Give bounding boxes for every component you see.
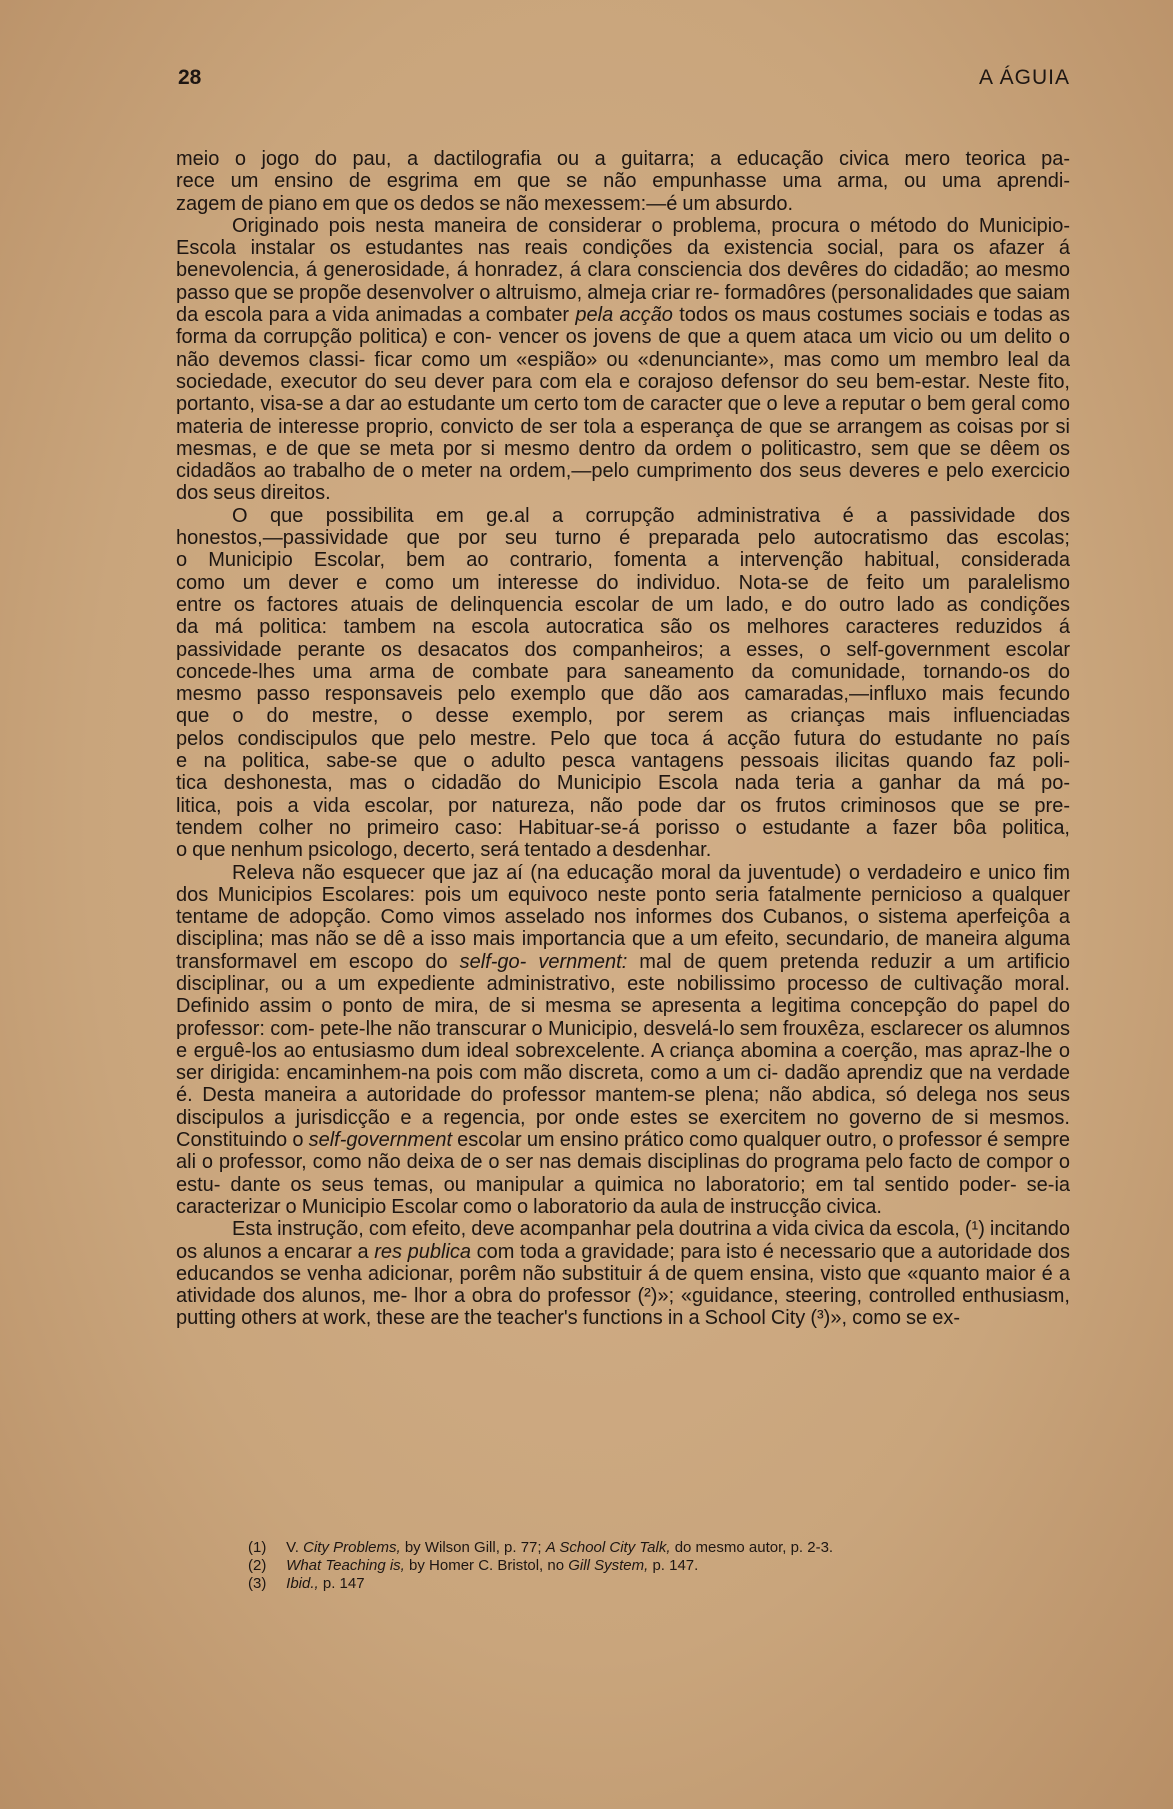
paragraph-3 [176, 505, 1070, 862]
footnote-marker: (1) [248, 1539, 267, 1556]
text-line: e unico fim dos Municipios Escolares: pois um equivoco neste ponto seria fatalmente [176, 861, 1070, 906]
text-line: do cidadão; ao mesmo passo que se propõe desenvolver o altruismo, almeja criar re- [176, 259, 1071, 304]
footnote-text: do mesmo autor, p. 2-3. [674, 1539, 834, 1556]
footnote-1 [248, 1539, 1078, 1557]
italic-term: res publica [374, 1240, 472, 1263]
text-line: Cubanos, o sistema aperfeiçôa a disciplina; mas não se dê a isso mais importancia [176, 906, 1070, 951]
text-line: pelos condiscipulos que pelo mestre. Pelo que toca á acção futura do estudante no país [176, 727, 1070, 750]
footnote-3 [248, 1575, 1078, 1593]
text-line: pernicioso a qualquer tentame de adopção. Como vimos asselado nos informes dos [176, 883, 1070, 929]
text-line: formadôres (personalidades que saiam da escola para a vida animadas a combater [176, 281, 1071, 327]
text-line: administrativo, este nobilissimo processo de cultivação moral. Definido assim o ponto [176, 972, 1070, 1018]
text-line: todos os maus costumes sociais e todas as forma da corrupção politica) e con- [176, 304, 1071, 349]
text-line: honestos,—passividade que por seu turno é preparada pelo autocratismo das escolas; [176, 527, 1070, 550]
text-line: vencer os jovens de que a quem ataca um vicio ou um delito o não devemos classi- [176, 326, 1070, 371]
text-line: pete-lhe não transcurar o Municipio, desvelá-lo sem frouxêza, esclarecer os alumnos [319, 1017, 1070, 1040]
paragraph-4 [176, 862, 1070, 1219]
text-line: cumprimento dos seus deveres e pelo exercicio dos seus direitos. [176, 460, 1071, 505]
text-line: meio o jogo do pau, a dactilografia ou a guitarra; a educação civica mero teorica pa- [176, 148, 1070, 170]
text-line: o politicastro, sem que se dêem os cidadãos ao trabalho de o meter na ordem,—pelo [176, 437, 1070, 483]
italic-term: pela [575, 304, 614, 327]
text-line: isto é necessario que a autoridade dos educandos se venha adicionar, porêm não [176, 1240, 1070, 1285]
text-line: portanto, visa-se a dar ao estudante um certo tom de caracter que o leve a reputar o [176, 393, 922, 416]
footnote-2 [248, 1557, 1078, 1575]
footnote-text: by Homer C. Bristol, no [409, 1557, 565, 1574]
italic-term: acção [619, 304, 673, 327]
text-line: e erguê-los ao entusiasmo dum ideal sobrexcelente. A criança abomina a coerção, [176, 1039, 919, 1062]
text-line: mesmo passo responsaveis pelo exemplo que dão aos camaradas,—influxo mais fecundo [176, 683, 1070, 706]
text-line: escolar [457, 1129, 522, 1152]
footnote-title: Gill System, [568, 1557, 649, 1574]
page-number: 28 [178, 66, 202, 89]
text-line: se-ia caracterizar o Municipio Escolar como o laboratorio da aula de instrucção civica. [176, 1173, 1071, 1218]
text-line: entre os factores atuais de delinquencia escolar de um lado, e do outro lado as condições [176, 593, 1070, 616]
text-line: da má politica: tambem na escola autocratica são os melhores caracteres reduzidos á [176, 616, 1070, 639]
footnote-title: What Teaching is, [286, 1557, 405, 1574]
text-line: dadão aprendiz que na verdade é. Desta maneira a autoridade do professor mantem-se [176, 1062, 1070, 1107]
text-line: Releva não esquecer que jaz aí (na educação moral da juventude) o verdadeiro [232, 861, 962, 884]
text-line: zagem de piano em que os dedos se não mexessem:—é um absurdo. [176, 192, 794, 215]
text-line: executor do seu dever para com ela e corajoso defensor do seu bem-estar. Neste fito, [280, 370, 1070, 393]
text-line: não deixa de o ser nas demais disciplinas do programa pelo facto de compor o estu- [176, 1151, 1070, 1196]
paragraph-1 [176, 148, 1070, 215]
text-line: os afazer á benevolencia, á generosidade, á honradez, á clara consciencia dos devêres [176, 237, 1071, 282]
text-line: escola, (¹) incitando os alunos a encarar a [176, 1218, 1070, 1263]
paragraph-5 [176, 1218, 1070, 1329]
text-line: bem geral como materia de interesse proprio, convicto de ser tola a esperança de que [176, 393, 1071, 438]
text-line: Municipio-Escola instalar os estudantes nas reais condições da existencia social, para [176, 214, 1070, 260]
text-line: substituir á de quem ensina, visto que «quanto maior é a atividade dos alunos, me- [176, 1262, 1071, 1308]
footnote-marker: (2) [248, 1557, 267, 1574]
running-title: A ÁGUIA [978, 66, 1070, 89]
footnote-text: p. 147. [652, 1557, 699, 1574]
text-line: tica deshonesta, mas o cidadão do Municipio Escola nada teria a ganhar da má po- [176, 772, 1070, 795]
text-line: O que possibilita em ge.al a corrupção administrativa é a passividade dos [232, 504, 1070, 527]
text-line: Originado pois nesta maneira de considerar o problema, procura o método do [232, 214, 969, 237]
body-text [176, 148, 1070, 1330]
text-line: o Municipio Escolar, bem ao contrario, fomenta a intervenção habitual, considerada [176, 549, 1070, 572]
text-line: rece um ensino de esgrima em que se não empunhasse uma arma, ou uma aprendi- [176, 170, 1070, 193]
running-head [178, 66, 1070, 98]
text-line: e na politica, sabe-se que o adulto pesca vantagens pessoais ilicitas quando faz poli- [176, 750, 1070, 773]
text-line: mas apraz-lhe o ser dirigida: encaminhem-na pois com mão discreta, como a um ci- [176, 1039, 1070, 1085]
text-line: concede-lhes uma arma de combate para saneamento da comunidade, tornando-os do [176, 660, 1070, 683]
footnote-marker: (3) [248, 1575, 267, 1592]
text-line: others at work, these are the teacher's functions in a School City (³)», como se ex- [241, 1307, 960, 1330]
footnote-title: A School City Talk, [545, 1539, 671, 1556]
paragraph-2 [176, 215, 1070, 505]
text-line: que a um efeito, secundario, de maneira alguma transformavel em escopo do [176, 928, 1070, 973]
italic-term: self-go- [459, 950, 527, 973]
text-line: litica, pois a vida escolar, por natureza, não pode dar os frutos criminosos que se pre- [176, 794, 1070, 817]
text-line: que o do mestre, o desse exemplo, por serem as crianças mais influenciadas [176, 705, 1070, 728]
text-line: o que nenhum psicologo, decerto, será tentado a desdenhar. [176, 839, 712, 862]
italic-term: vernment: [538, 950, 628, 973]
text-line: um ensino prático como qualquer outro, o professor é sempre ali o professor, como [176, 1129, 1071, 1174]
text-line: se arrangem as coisas por si mesmas, e de que se meta por si mesmo dentro da ordem [176, 415, 1070, 460]
footnote-title: Ibid., [286, 1575, 319, 1592]
text-line: dante os seus temas, ou manipular a quimica no laboratorio; em tal sentido poder- [230, 1173, 1017, 1196]
text-line: de mira, de si mesma se apresenta a legitima concepção do papel do professor: com- [176, 995, 1070, 1040]
text-line: plena; não abdica, só delega nos seus discipulos a jurisdicção e a regencia, por onde [176, 1084, 1070, 1129]
text-line: estes se exercitem no governo de si mesmos. Constituindo o [176, 1106, 1070, 1152]
text-line: como um dever e como um interesse do individuo. Nota-se de feito um paralelismo [176, 571, 1070, 594]
text-line: passividade perante os desacatos dos companheiros; a esses, o self-government escolar [176, 638, 1070, 661]
text-line: tendem colher no primeiro caso: Habituar-se-á porisso o estudante a fazer bôa politica, [176, 816, 1070, 839]
footnote-title: City Problems, [303, 1539, 401, 1556]
footnote-text: V. [286, 1539, 299, 1556]
footnotes [248, 1539, 1078, 1593]
text-line: mal de quem pretenda reduzir a um artificio disciplinar, ou a um expediente [176, 950, 1071, 995]
text-line: lhor a obra do professor (²)»; «guidance, steering, controlled enthusiasm, putting [176, 1285, 1070, 1330]
footnote-text: by Wilson Gill, p. 77; [404, 1539, 542, 1556]
text-line: com toda a gravidade; para [476, 1240, 721, 1263]
italic-term: self-government [308, 1129, 453, 1152]
footnote-text: p. 147 [322, 1575, 365, 1592]
text-line: Esta instrução, com efeito, deve acompanhar pela doutrina a vida civica da [232, 1218, 892, 1241]
text-line: ficar como um «espião» ou «denunciante», mas como um membro leal da sociedade, [176, 348, 1071, 393]
